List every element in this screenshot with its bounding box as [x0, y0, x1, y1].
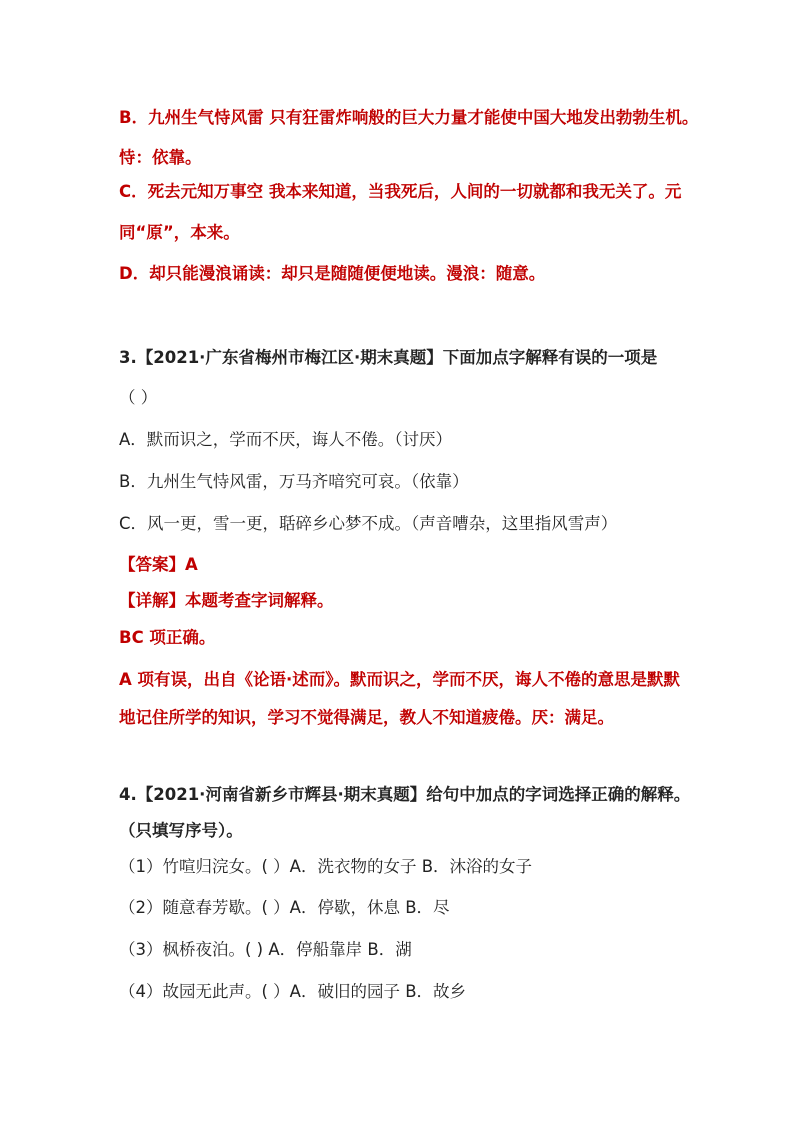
q3-detail: 【详解】本题考查字词解释。 [119, 591, 334, 610]
prev-answer-c-line2: 同“原”，本来。 [119, 223, 240, 242]
q3-option-a: A．默而识之，学而不厌，诲人不倦。（讨厌） [119, 430, 453, 449]
q3-a-wrong-line2: 地记住所学的知识，学习不觉得满足，教人不知道疲倦。厌：满足。 [119, 708, 614, 727]
q4-item-4: （4）故园无此声。( ）A．破旧的园子 B．故乡 [119, 982, 467, 1001]
q4-item-1: （1）竹喧归浣女。( ）A．洗衣物的女子 B．沐浴的女子 [119, 857, 533, 876]
q3-option-b: B．九州生气恃风雷，万马齐喑究可哀。（依靠） [119, 472, 469, 491]
q3-answer-paren: （ ） [119, 388, 158, 407]
q3-bc-correct: BC 项正确。 [119, 628, 216, 647]
prev-answer-d-line1: D．却只能漫浪诵读：却只是随随便便地读。漫浪：随意。 [119, 264, 546, 283]
q4-item-3: （3）枫桥夜泊。( ) A．停船靠岸 B．湖 [119, 940, 412, 959]
q3-option-c: C．风一更，雪一更，聒碎乡心梦不成。（声音嘈杂，这里指风雪声） [119, 514, 618, 533]
q3-a-wrong-line1: A 项有误，出自《论语·述而》。默而识之，学而不厌，诲人不倦的意思是默默 [119, 670, 681, 689]
prev-answer-c-line1: C．死去元知万事空 我本来知道，当我死后，人间的一切就都和我无关了。元 [119, 182, 682, 201]
q4-item-2: （2）随意春芳歇。( ）A．停歇，休息 B．尽 [119, 898, 450, 917]
prev-answer-b-line1: B．九州生气恃风雷 只有狂雷炸响般的巨大力量才能使中国大地发出勃勃生机。 [119, 108, 699, 127]
prev-answer-b-line2: 恃：依靠。 [119, 148, 202, 167]
q4-stem-line2: （只填写序号）。 [119, 821, 243, 840]
q4-stem-line1: 4.【2021·河南省新乡市辉县·期末真题】给句中加点的字词选择正确的解释。 [119, 785, 691, 804]
q3-stem: 3.【2021·广东省梅州市梅江区·期末真题】下面加点字解释有误的一项是 [119, 348, 658, 367]
q3-answer: 【答案】A [119, 555, 198, 574]
